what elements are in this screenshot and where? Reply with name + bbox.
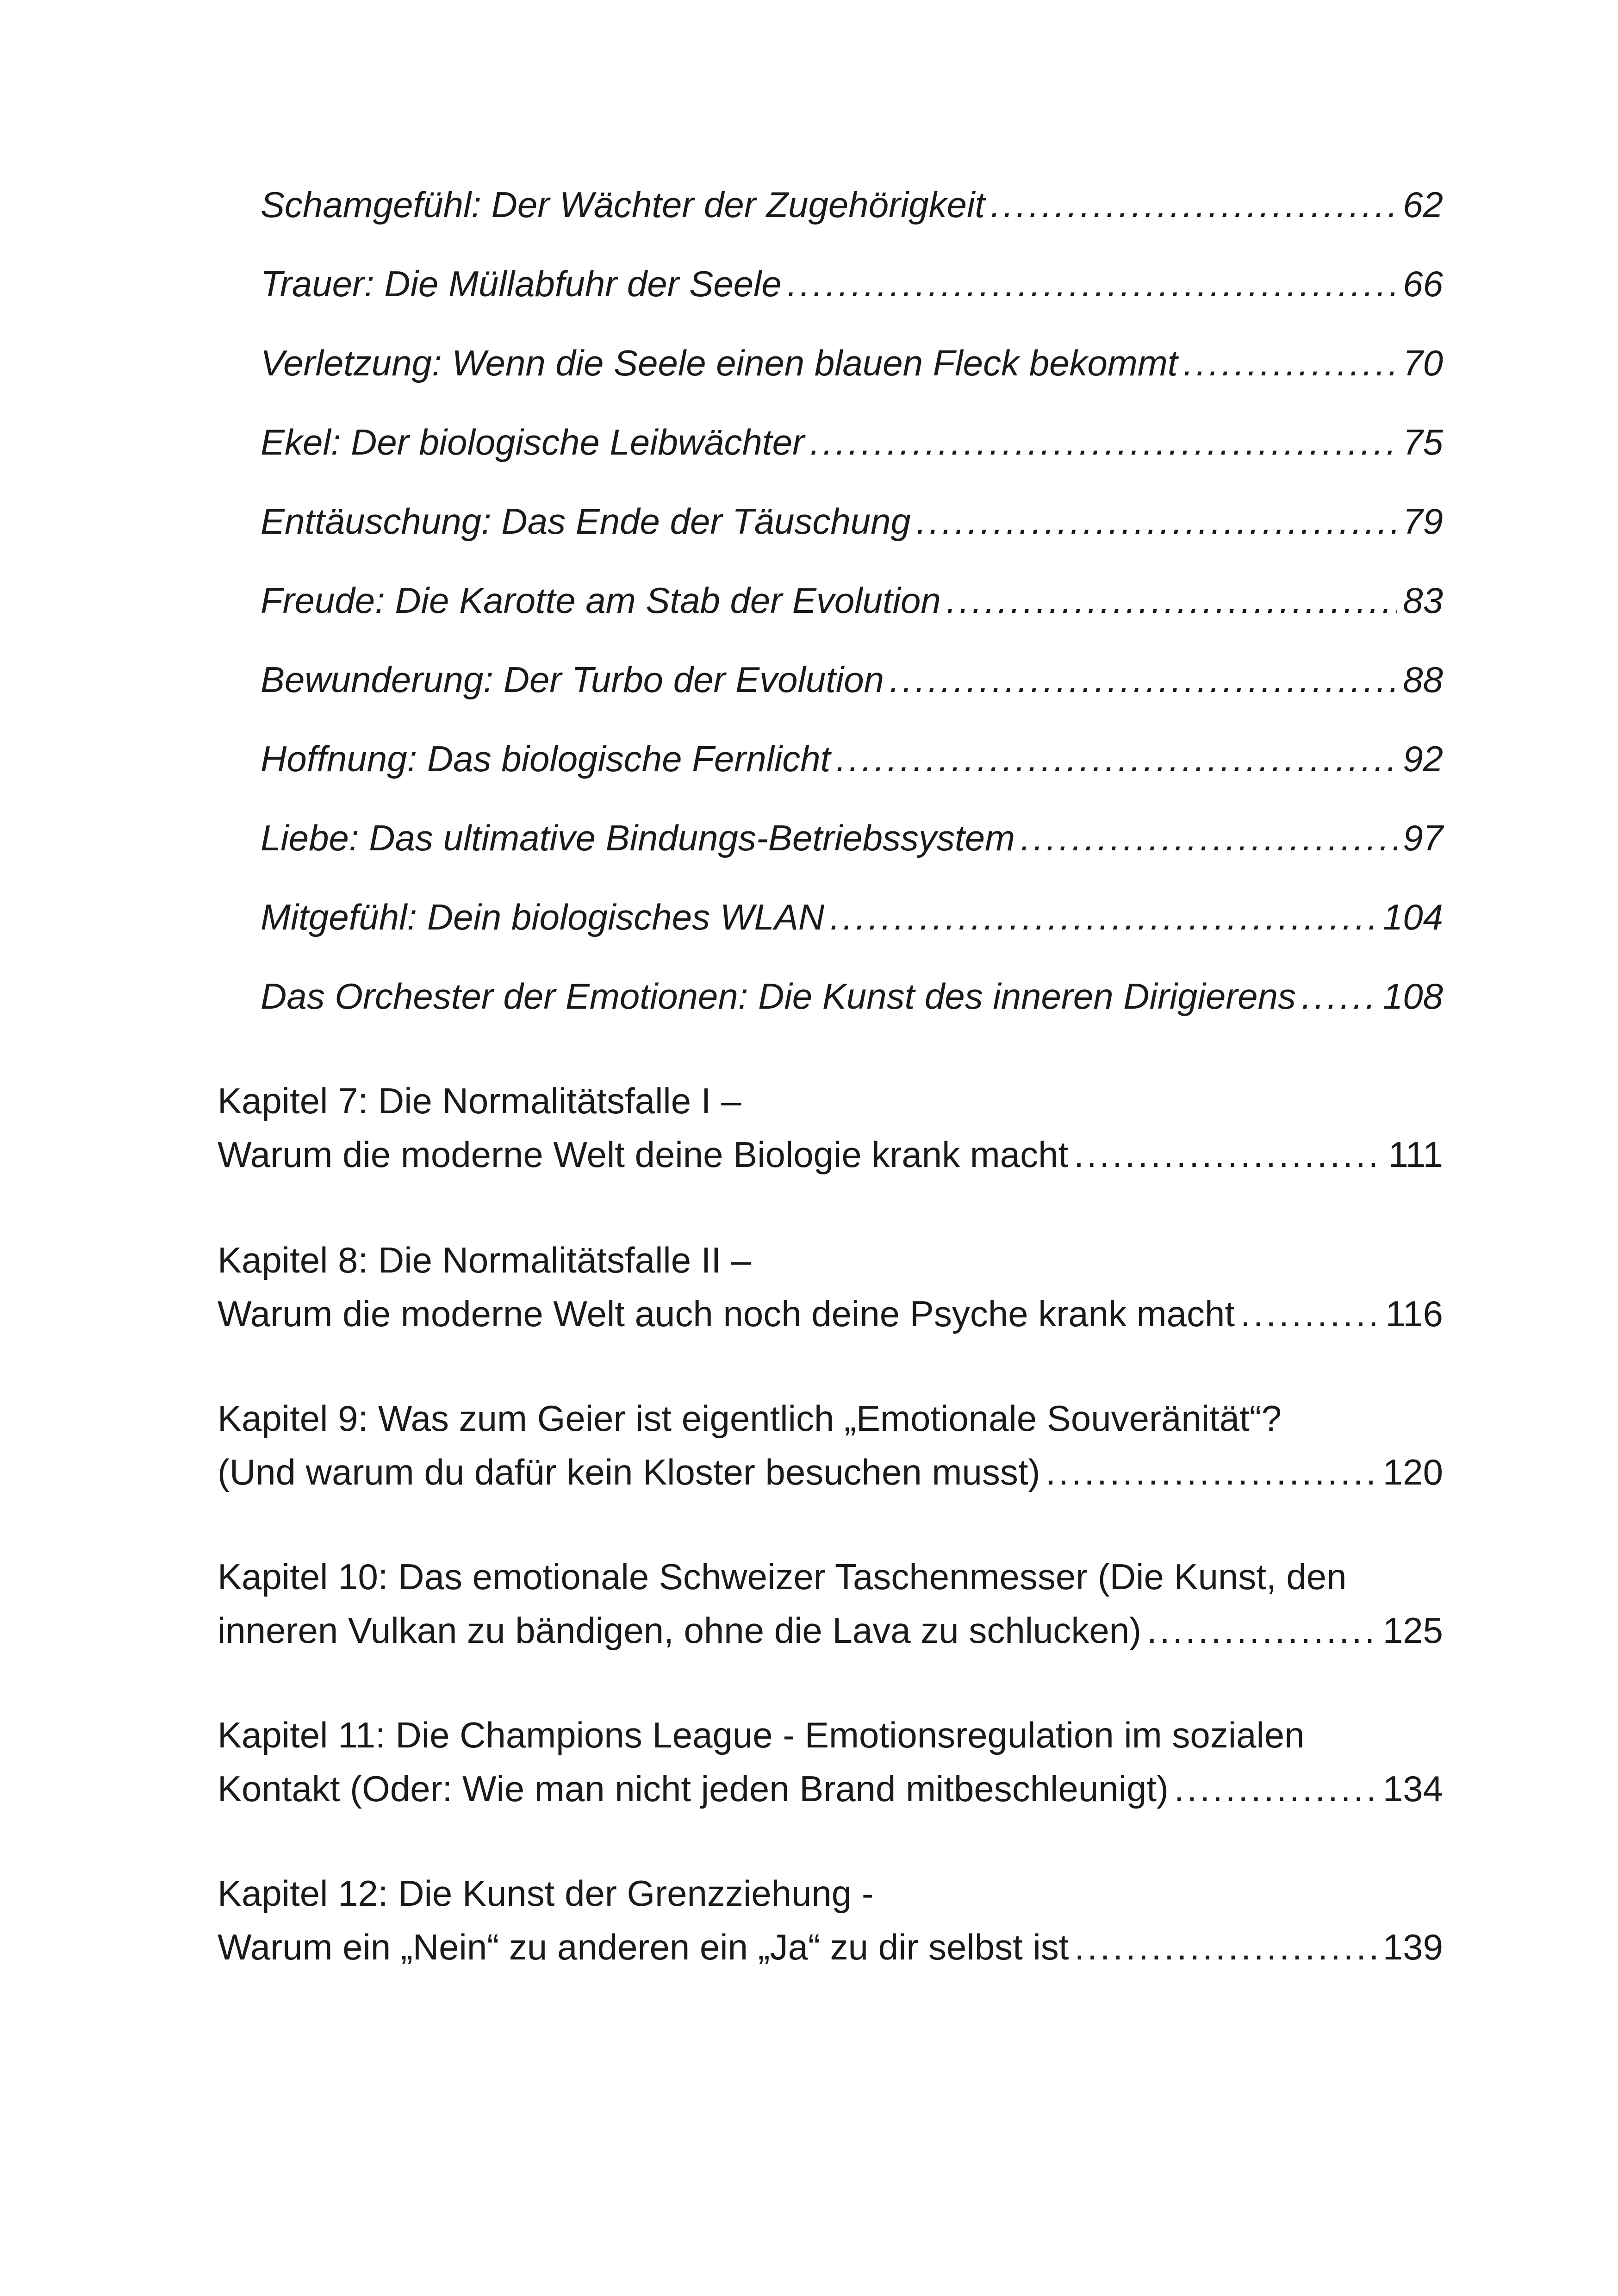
dot-leader: [946, 577, 1397, 624]
toc-entry-page: 92: [1403, 738, 1443, 779]
chapter-entry: [218, 1233, 1443, 1341]
toc-entry-page: 97: [1403, 817, 1443, 858]
chapter-page: 125: [1382, 1610, 1443, 1651]
chapter-subtitle-line: [218, 1920, 1443, 1974]
chapter-page: 139: [1382, 1927, 1443, 1967]
toc-entry: [261, 419, 1443, 465]
toc-entry-title: Ekel: Der biologische Leibwächter: [261, 422, 804, 462]
chapter-title: Kapitel 8: Die Normalitätsfalle II –: [218, 1240, 752, 1280]
toc-entry-page: 75: [1403, 422, 1443, 462]
chapter-subtitle-line: [218, 1603, 1443, 1657]
toc-entry: [261, 894, 1443, 940]
toc-entry: [261, 736, 1443, 782]
toc-entry-page: 66: [1403, 263, 1443, 304]
toc-entry: [261, 577, 1443, 624]
toc-entry-page: 70: [1403, 343, 1443, 383]
toc-entry-page: 108: [1382, 976, 1443, 1017]
dot-leader: [1183, 340, 1398, 386]
dot-leader: [1074, 1920, 1377, 1974]
chapter-page: 120: [1382, 1452, 1443, 1492]
dot-leader: [1301, 973, 1377, 1019]
toc-entry-title: Schamgefühl: Der Wächter der Zugehörigkeit: [261, 184, 985, 225]
toc-entry: [261, 973, 1443, 1019]
toc-entry-title: Trauer: Die Müllabfuhr der Seele: [261, 263, 782, 304]
chapter-subtitle-line: [218, 1287, 1443, 1341]
chapter-subtitle: Warum die moderne Welt auch noch deine Psyche krank macht: [218, 1293, 1235, 1334]
toc-entry: [261, 498, 1443, 544]
chapter-subtitle: Warum die moderne Welt deine Biologie krank macht: [218, 1134, 1069, 1175]
chapter-subtitle: Warum ein „Nein“ zu anderen ein „Ja“ zu dir selbst ist: [218, 1927, 1069, 1967]
chapter-subtitle: (Und warum du dafür kein Kloster besuchen musst): [218, 1452, 1040, 1492]
chapter-subtitle-line: [218, 1445, 1443, 1499]
toc-entry-title: Hoffnung: Das biologische Fernlicht: [261, 738, 831, 779]
toc-entry-title: Bewunderung: Der Turbo der Evolution: [261, 659, 884, 700]
dot-leader: [1021, 815, 1397, 861]
dot-leader: [1240, 1287, 1380, 1341]
dot-leader: [1074, 1128, 1382, 1181]
toc-entry-page: 83: [1403, 580, 1443, 621]
dot-leader: [787, 261, 1397, 307]
chapter-title: Kapitel 12: Die Kunst der Grenzziehung -: [218, 1873, 874, 1914]
chapter-title: Kapitel 7: Die Normalitätsfalle I –: [218, 1080, 741, 1121]
toc-entry: [261, 181, 1443, 228]
toc-entry-title: Enttäuschung: Das Ende der Täuschung: [261, 501, 911, 542]
toc-entry-title: Freude: Die Karotte am Stab der Evolution: [261, 580, 941, 621]
chapter-page: 134: [1382, 1768, 1443, 1809]
toc-entry-title: Verletzung: Wenn die Seele einen blauen Fleck bekommt: [261, 343, 1178, 383]
chapter-entry: [218, 1391, 1443, 1499]
dot-leader: [810, 419, 1397, 465]
chapter-title: Kapitel 11: Die Champions League - Emotionsregulation im sozialen: [218, 1715, 1305, 1755]
chapter-page: 111: [1388, 1134, 1443, 1175]
toc-entry-page: 104: [1382, 897, 1443, 937]
chapter-subtitle-line: [218, 1762, 1443, 1816]
dot-leader: [1045, 1445, 1377, 1499]
chapter-page: 116: [1385, 1293, 1443, 1334]
dot-leader: [1174, 1762, 1377, 1816]
toc-entry: [261, 656, 1443, 703]
toc-entry: [261, 261, 1443, 307]
chapter-title: Kapitel 9: Was zum Geier ist eigentlich „Emotionale Souveränität“?: [218, 1398, 1282, 1439]
chapter-subtitle: inneren Vulkan zu bändigen, ohne die Lava zu schlucken): [218, 1610, 1142, 1651]
chapter-entry: [218, 1866, 1443, 1974]
toc-entry: [261, 340, 1443, 386]
dot-leader: [830, 894, 1377, 940]
toc-entry: [261, 815, 1443, 861]
dot-leader: [990, 181, 1397, 228]
dot-leader: [916, 498, 1397, 544]
chapter-title: Kapitel 10: Das emotionale Schweizer Taschenmesser (Die Kunst, den: [218, 1556, 1347, 1597]
dot-leader: [836, 736, 1397, 782]
toc-entry-page: 62: [1403, 184, 1443, 225]
toc-entry-page: 79: [1403, 501, 1443, 542]
toc-entry-page: 88: [1403, 659, 1443, 700]
chapter-entry: [218, 1074, 1443, 1181]
chapter-subtitle-line: [218, 1128, 1443, 1181]
chapter-entry: [218, 1708, 1443, 1816]
chapter-entry: [218, 1550, 1443, 1657]
toc-entry-title: Das Orchester der Emotionen: Die Kunst des inneren Dirigierens: [261, 976, 1296, 1017]
toc-entry-title: Mitgefühl: Dein biologisches WLAN: [261, 897, 825, 937]
dot-leader: [1147, 1603, 1377, 1657]
chapter-subtitle: Kontakt (Oder: Wie man nicht jeden Brand mitbeschleunigt): [218, 1768, 1169, 1809]
dot-leader: [890, 656, 1397, 703]
toc-entry-title: Liebe: Das ultimative Bindungs-Betriebssystem: [261, 817, 1015, 858]
